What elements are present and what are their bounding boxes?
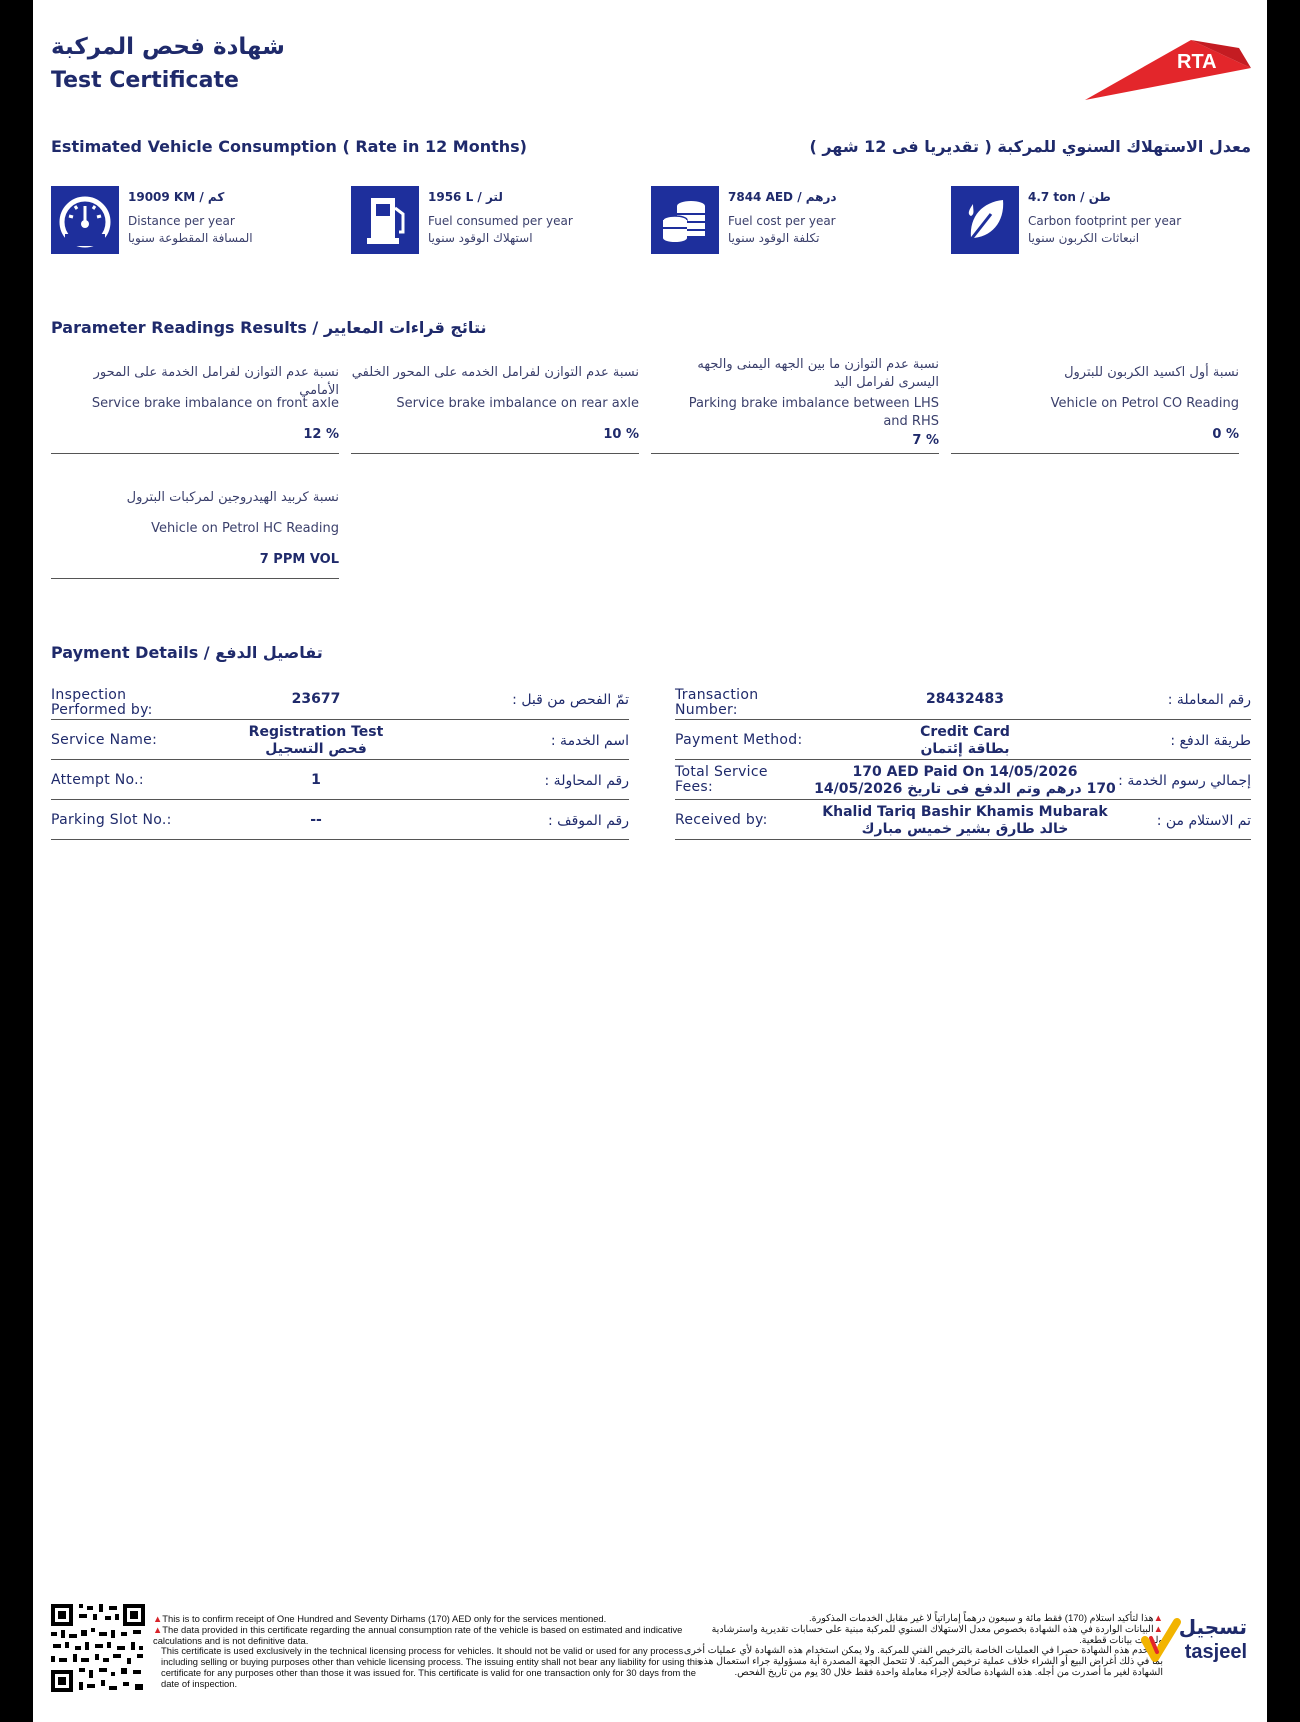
coins-icon (651, 186, 719, 254)
pay-value: 170 AED Paid On 14/05/2026 (852, 764, 1078, 780)
consumption-carbon (951, 186, 1241, 254)
distance-value: 19009 KM / كم (128, 190, 225, 204)
pay-value-ar: بطاقة إئتمان (920, 741, 1010, 757)
carbon-label-en: Carbon footprint per year (1028, 214, 1182, 228)
footer-ar-3: تستخدم هذه الشهادة حصرا في العمليات الخاصة بالترخيص الفني للمركبة. ولا يمكن استخدام هذه الشهادة لأي عمليات أخرى بما في ذلك أغراض البيع أو الشراء خلاف عملية ترخيص المركبة. لا تتحمل الجهة المصدرة أية مسؤولية جراء استعمال هذه الشهادة لغير ما أصدرت من أجله. هذه الشهادة صالحة لإجراء معاملة واحدة فقط خلال 30 يوم من تاريخ الفحص. (683, 1645, 1163, 1678)
pay-value: 28432483 (926, 691, 1004, 707)
payment-title: Payment Details / تفاصيل الدفع (51, 643, 323, 662)
footer-disclaimer-ar (683, 1614, 1163, 1679)
pay-label-ar: طريقة الدفع : (1170, 733, 1251, 749)
param-rear-axle (351, 362, 639, 454)
consumption-distance (51, 186, 341, 254)
footer-en-3: This certificate is used exclusively in the technical licensing process for vehicles. It should not be valid or used for any process including selling or buying purposes other than vehicle licensing process. The issuing entity shall not bear any liability for using this certificate for any purposes other than those it was issued for. This certificate is valid for one transaction only for 30 days from the date of inspection. (161, 1645, 702, 1689)
pay-label-en: Service Name: (51, 732, 158, 748)
pay-total-fees (675, 762, 1251, 800)
pay-value: -- (310, 812, 322, 828)
pay-label-ar: إجمالي رسوم الخدمة : (1118, 773, 1251, 789)
fuel-label-ar: استهلاك الوقود سنويا (428, 231, 533, 245)
pay-value-ar: خالد طارق بشير خميس مبارك (861, 821, 1069, 837)
param-label-ar: نسبة كربيد الهيدروجين لمركبات البترول (126, 490, 339, 505)
param-label-ar: نسبة أول اكسيد الكربون للبترول (1064, 365, 1239, 380)
fuel-label-en: Fuel consumed per year (428, 214, 573, 228)
pay-label-en: Transaction Number: (675, 687, 759, 718)
cost-label-ar: تكلفة الوقود سنويا (728, 231, 820, 245)
footer-ar-1: هذا لتأكيد استلام (170) فقط مائة و سبعون درهماً إماراتياً لا غير مقابل الخدمات المذكورة. (808, 1613, 1154, 1624)
pay-value: Credit Card (920, 724, 1010, 740)
fuel-pump-icon (351, 186, 419, 254)
pay-value-ar: فحص التسجيل (265, 741, 367, 757)
leaf-drop-icon (951, 186, 1019, 254)
param-parking-brake (651, 356, 939, 454)
warning-icon: ▲ (153, 1623, 163, 1635)
param-front-axle (51, 362, 339, 454)
param-value: 12 % (303, 427, 339, 442)
footer-en-1: This is to confirm receipt of One Hundred and Seventy Dirhams (170) AED only for the services mentioned. (162, 1613, 607, 1624)
pay-value-ar: 170 درهم وتم الدفع فى تاريخ 14/05/2026 (814, 781, 1116, 797)
svg-text:تسجيل: تسجيل (1178, 1615, 1247, 1639)
title-arabic: شهادة فحص المركبة (51, 34, 285, 60)
pay-label-en: Payment Method: (675, 732, 803, 748)
certificate-page (33, 0, 1267, 1722)
pay-value: 23677 (291, 691, 341, 707)
carbon-label-ar: انبعاثات الكربون سنويا (1028, 231, 1140, 245)
param-label-ar: نسبة عدم التوازن لفرامل الخدمه على المحور الخلفي (351, 365, 639, 380)
pay-label-ar: رقم الموقف : (547, 813, 629, 829)
param-label-en: Service brake imbalance on front axle (91, 396, 339, 411)
consumption-fuel (351, 186, 641, 254)
parameters-title: Parameter Readings Results / نتائج قراءات المعايير (51, 318, 487, 337)
param-value: 7 % (912, 433, 939, 448)
warning-icon: ▲ (1153, 1623, 1163, 1635)
param-co-reading (951, 362, 1239, 454)
carbon-value: 4.7 ton / طن (1028, 190, 1111, 204)
title-english: Test Certificate (51, 68, 239, 93)
fuel-value: 1956 L / لتر (428, 190, 503, 204)
pay-label-en: Inspection Performed by: (51, 687, 153, 718)
cost-label-en: Fuel cost per year (728, 214, 836, 228)
param-value: 0 % (1212, 427, 1239, 442)
param-label-en: Parking brake imbalance between LHS and RHS (688, 396, 939, 429)
pay-label-ar: اسم الخدمة : (550, 733, 629, 749)
pay-value: Registration Test (248, 724, 384, 740)
pay-attempt (51, 762, 629, 800)
pay-label-ar: تم الاستلام من : (1156, 813, 1251, 829)
pay-label-ar: رقم المعاملة : (1167, 692, 1251, 708)
rta-logo (1081, 30, 1251, 102)
param-value: 10 % (603, 427, 639, 442)
qr-code (49, 1602, 147, 1694)
consumption-title-ar: معدل الاستهلاك السنوي للمركبة ( تقديريا فى 12 شهر ) (809, 137, 1251, 156)
pay-value: 1 (311, 772, 321, 788)
pay-label-en: Total Service Fees: (675, 764, 768, 795)
tasjeel-logo (1141, 1610, 1251, 1670)
pay-service-name (51, 722, 629, 760)
consumption-title-en: Estimated Vehicle Consumption ( Rate in 12 Months) (51, 137, 527, 156)
footer-en-2: The data provided in this certificate regarding the annual consumption rate of the vehicle is based on estimated and indicative calculations and is not definitive data. (153, 1623, 683, 1646)
footer-ar-2: البيانات الواردة في هذه الشهادة بخصوص معدل الاستهلاك السنوي للمركبة مبنية على حسابات تقديرية واسترشادية وليست بيانات قطعية. (711, 1623, 1163, 1646)
consumption-cost (651, 186, 941, 254)
pay-label-ar: رقم المحاولة : (544, 773, 629, 789)
distance-label-ar: المسافة المقطوعة سنويا (128, 231, 253, 245)
pay-parking-slot (51, 802, 629, 840)
pay-value: Khalid Tariq Bashir Khamis Mubarak (822, 804, 1108, 820)
footer-disclaimer-en (153, 1614, 713, 1690)
param-value: 7 PPM VOL (259, 552, 339, 567)
pay-transaction-number (675, 682, 1251, 720)
warning-icon: ▲ (1153, 1613, 1163, 1624)
pay-inspection-by (51, 682, 629, 720)
consumption-grid (51, 186, 1251, 254)
svg-text:RTA: RTA (1177, 51, 1217, 73)
pay-label-en: Parking Slot No.: (51, 812, 172, 828)
speedometer-icon (51, 186, 119, 254)
warning-icon: ▲ (153, 1613, 163, 1624)
pay-label-en: Received by: (675, 812, 768, 828)
svg-text:tasjeel: tasjeel (1184, 1641, 1247, 1663)
pay-payment-method (675, 722, 1251, 760)
param-label-en: Vehicle on Petrol HC Reading (151, 521, 339, 536)
cost-value: 7844 AED / درهم (728, 190, 837, 204)
param-label-ar: نسبة عدم التوازن لفرامل الخدمة على المحور الأمامي (93, 365, 339, 398)
pay-label-ar: تمّ الفحص من قبل : (512, 692, 629, 708)
param-hc-reading (51, 487, 339, 579)
pay-received-by (675, 802, 1251, 840)
distance-label-en: Distance per year (128, 214, 235, 228)
param-label-en: Vehicle on Petrol CO Reading (1050, 396, 1239, 411)
param-label-ar: نسبة عدم التوازن ما بين الجهه اليمنى والجهه اليسرى لفرامل اليد (697, 357, 939, 390)
pay-label-en: Attempt No.: (51, 772, 144, 788)
param-label-en: Service brake imbalance on rear axle (396, 396, 639, 411)
